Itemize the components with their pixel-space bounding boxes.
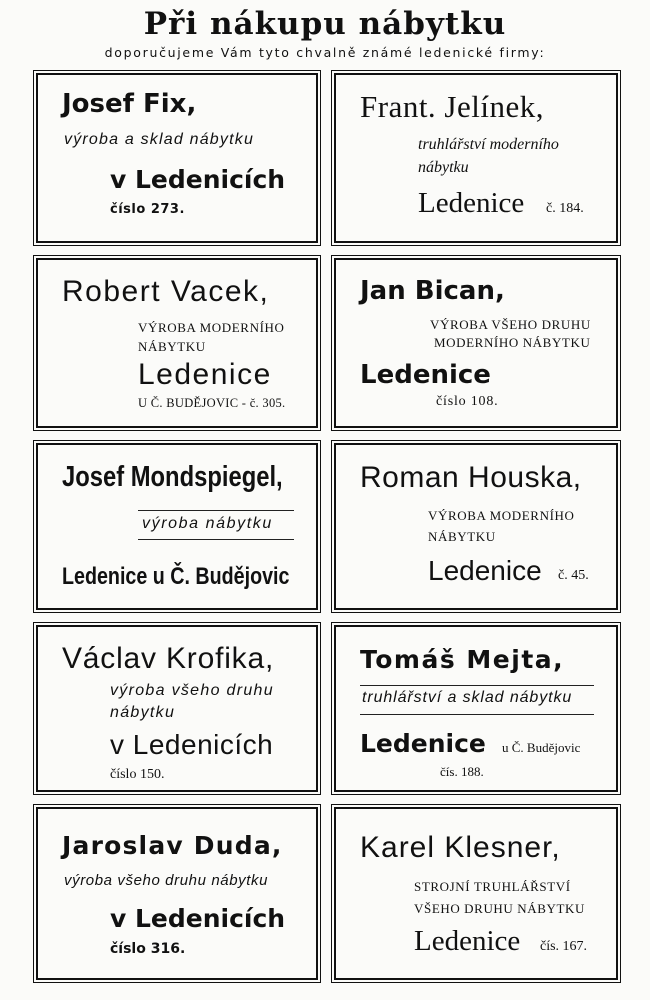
ad-josef-mondspiegel — [36, 443, 318, 610]
ad-number: čís. 188. — [440, 764, 484, 779]
ad-place: v Ledenicích — [110, 904, 286, 933]
ad-address: u Č. Budějovic — [502, 740, 581, 755]
ad-description-2: nábytku — [110, 704, 176, 721]
ad-place: Ledenice — [360, 360, 491, 390]
ad-description-2: nábytku — [418, 159, 469, 176]
ad-number: č. 45. — [558, 568, 589, 583]
ad-description: výroba a sklad nábytku — [64, 131, 255, 148]
ad-description: VÝROBA MODERNÍHO — [138, 320, 285, 335]
ad-description: VÝROBA VŠEHO DRUHU — [430, 317, 591, 332]
ad-karel-klesner — [334, 807, 618, 980]
ad-name: Josef Fix, — [62, 89, 197, 119]
ad-description: výroba všeho druhu nábytku — [64, 872, 269, 889]
ad-roman-houska — [334, 443, 618, 610]
ad-number: číslo 273. — [110, 202, 185, 217]
page-subtitle: doporučujeme Vám tyto chvalně známé ledenické firmy: — [104, 45, 546, 60]
ad-name: Václav Krofika, — [62, 642, 275, 675]
ad-description: truhlářství a sklad nábytku — [362, 689, 573, 706]
divider — [360, 685, 594, 686]
ad-name: Frant. Jelínek, — [360, 89, 544, 124]
ad-name: Robert Vacek, — [62, 275, 270, 308]
ad-description: STROJNÍ TRUHLÁŘSTVÍ — [414, 879, 571, 894]
ad-place: v Ledenicích — [110, 729, 274, 760]
ad-number: č. 184. — [546, 201, 584, 216]
divider — [138, 539, 294, 540]
ad-number: číslo 150. — [110, 767, 165, 782]
divider — [360, 714, 594, 715]
ad-number: číslo 316. — [110, 941, 186, 957]
ad-tomas-mejta — [334, 625, 618, 792]
ad-description: VÝROBA MODERNÍHO — [428, 508, 575, 523]
ad-frant-jelinek — [334, 73, 618, 243]
ad-place: Ledenice — [360, 729, 486, 758]
ad-place: Ledenice — [418, 187, 525, 219]
ad-description: výroba nábytku — [142, 515, 273, 532]
ad-jan-bican — [334, 258, 618, 428]
ad-name: Roman Houska, — [360, 461, 582, 494]
ad-place: Ledenice — [428, 555, 542, 586]
ad-description-2: VŠEHO DRUHU NÁBYTKU — [414, 901, 586, 916]
ad-place: Ledenice — [414, 925, 521, 957]
ad-description-2: NÁBYTKU — [138, 339, 206, 354]
ad-description: truhlářství moderního — [418, 136, 559, 153]
ad-number: číslo 108. — [436, 394, 499, 409]
ad-name: Jan Bican, — [360, 276, 505, 306]
ad-place: v Ledenicích — [110, 165, 286, 194]
ad-robert-vacek — [36, 258, 318, 428]
ad-name: Karel Klesner, — [360, 831, 561, 864]
ad-name: Josef Mondspiegel, — [62, 461, 283, 493]
ad-description-2: NÁBYTKU — [428, 529, 496, 544]
ad-place: Ledenice — [138, 358, 272, 391]
ad-name: Jaroslav Duda, — [62, 831, 283, 860]
ad-place: Ledenice u Č. Budějovic — [62, 563, 290, 590]
ad-josef-fix — [36, 73, 318, 243]
ad-vaclav-krofika — [36, 625, 318, 792]
ad-number: čís. 167. — [540, 939, 588, 954]
ad-name: Tomáš Mejta, — [360, 645, 565, 674]
ad-description: výroba všeho druhu — [110, 682, 274, 699]
ad-number: U Č. BUDĚJOVIC - č. 305. — [138, 396, 286, 410]
divider — [138, 510, 294, 511]
page-title: Při nákupu nábytku — [143, 6, 507, 42]
ad-description-2: MODERNÍHO NÁBYTKU — [434, 335, 591, 350]
ad-jaroslav-duda — [36, 807, 318, 980]
